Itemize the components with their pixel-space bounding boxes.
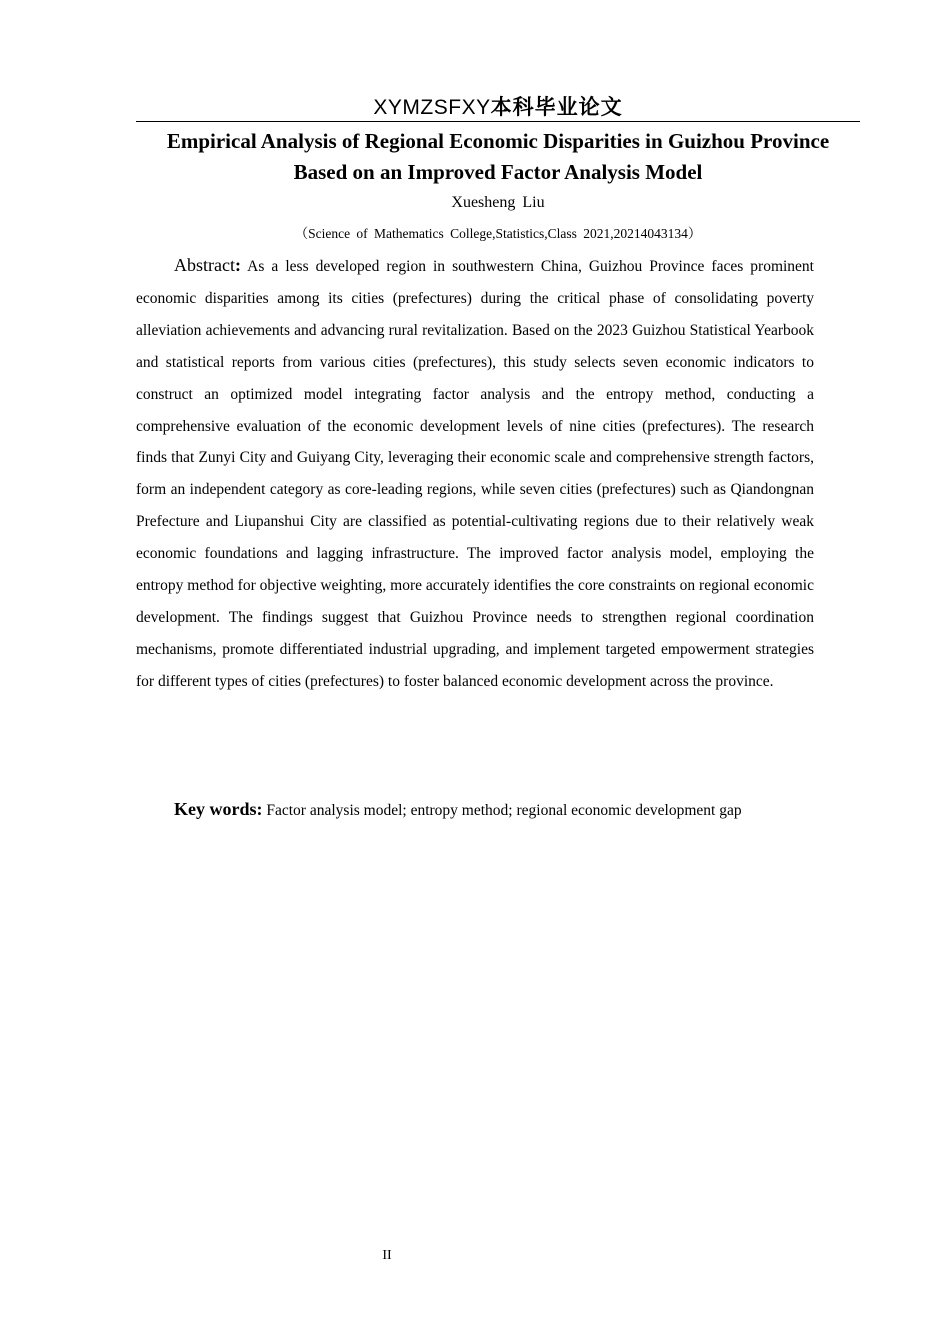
keywords-label: Key words: <box>174 799 263 819</box>
running-header <box>136 93 860 122</box>
title-line-1: Empirical Analysis of Regional Economic Disparities in Guizhou Province <box>166 129 830 153</box>
paper-title <box>136 126 860 188</box>
header-cjk: 本科毕业论文 <box>490 95 623 119</box>
abstract-text: As a less developed region in southwestern China, Guizhou Province faces prominent economic disparities among its cities (prefectures) during the critical phase of consolidating poverty alleviation achievements and advancing rural revitalization. Based on the 2023 Guizhou Statistical Yearbook and statistical reports from various cities (prefectures), this study selects seven economic indicators to construct an optimized model integrating factor analysis and the entropy method, conducting a comprehensive evaluation of the economic development levels of nine cities (prefectures). The research finds that Zunyi City and Guiyang City, leveraging their economic scale and comprehensive strength factors, form an independent category as core-leading regions, while seven cities (prefectures) such as Qiandongnan Prefecture and Liupanshui City are classified as potential-cultivating regions due to their relatively weak economic foundations and lagging infrastructure. The improved factor analysis model, employing the entropy method for objective weighting, more accurately identifies the core constraints on regional economic development. The findings suggest that Guizhou Province needs to strengthen regional coordination mechanisms, promote differentiated industrial upgrading, and implement targeted empowerment strategies for different types of cities (prefectures) to foster balanced economic development across the province. <box>136 258 814 690</box>
abstract-paragraph <box>136 250 814 698</box>
header-latin: XYMZSFXY <box>373 96 491 119</box>
keywords-paragraph <box>136 794 814 827</box>
keywords-text: Factor analysis model; entropy method; regional economic development gap <box>266 802 742 819</box>
page-number: II <box>382 1248 392 1263</box>
affiliation: （Science of Mathematics College,Statistics,Class 2021,20214043134） <box>294 226 702 241</box>
title-line-2: Based on an Improved Factor Analysis Model <box>293 160 703 184</box>
author: Xuesheng Liu <box>451 194 545 211</box>
abstract-label: Abstract <box>174 255 235 275</box>
header-rule <box>136 121 860 122</box>
abstract-label-colon: : <box>234 255 241 275</box>
